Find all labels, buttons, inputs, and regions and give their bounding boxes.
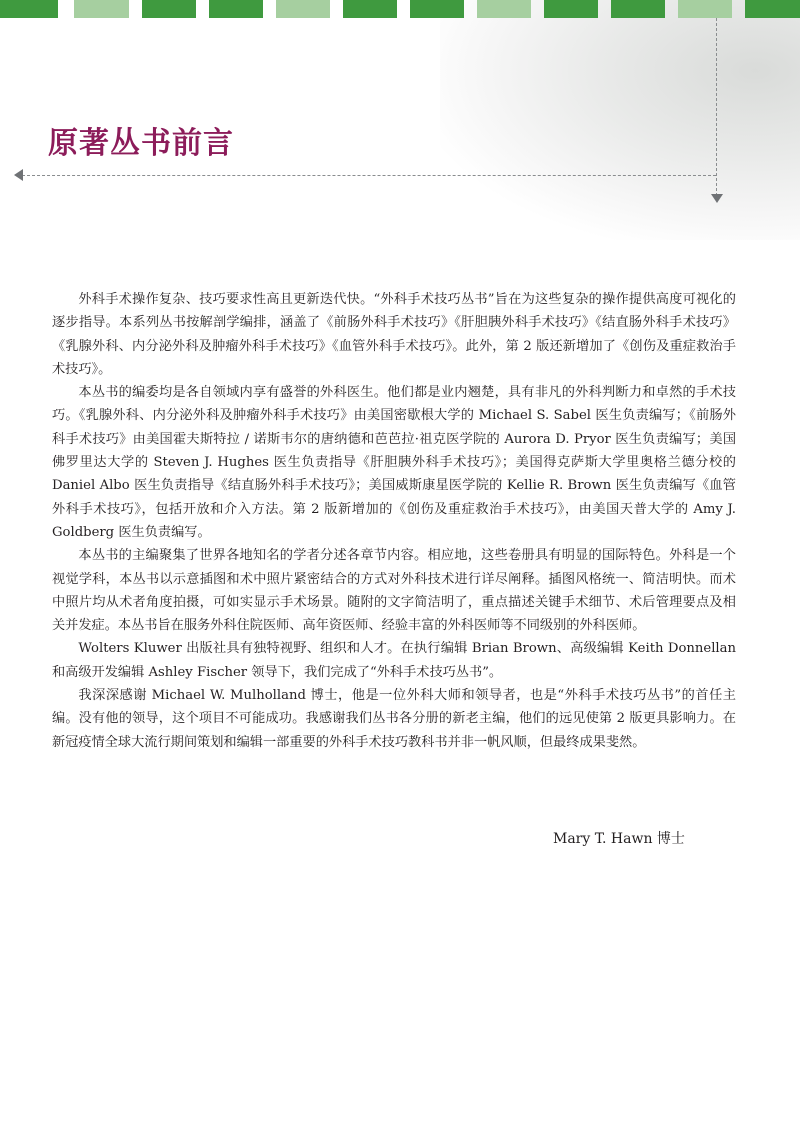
band-square-dark [410, 0, 464, 18]
band-square-dark [209, 0, 263, 18]
author-signature: Mary T. Hawn 博士 [553, 831, 685, 847]
band-square-dark [0, 0, 58, 18]
band-square-dark [745, 0, 800, 18]
band-square-light [276, 0, 330, 18]
paragraph: 外科手术操作复杂、技巧要求性高且更新迭代快。“外科手术技巧丛书”旨在为这些复杂的操作提供高度可视化的逐步指导。本系列丛书按解剖学编排，涵盖了《前肠外科手术技巧》《肝胆胰外科手术技巧》《结直肠外科手术技巧》《乳腺外科、内分泌外科及肿瘤外科手术技巧》《血管外科手术技巧》。此外，第 2 版还新增加了《创伤及重症救治手术技巧》。 [52, 292, 736, 377]
dashed-horizontal-guide [22, 175, 716, 176]
dashed-vertical-guide [716, 18, 717, 196]
paragraph: 我深深感谢 Michael W. Mulholland 博士，他是一位外科大师和领导者，也是“外科手术技巧丛书”的首任主编。没有他的领导，这个项目不可能成功。我感谢我们丛书各分册的新老主编，他们的远见使第 2 版更具影响力。在新冠疫情全球大流行期间策划和编辑一部重要的外科手术技巧教科书并非一帆风顺，但最终成果斐然。 [52, 688, 736, 750]
band-square-dark [343, 0, 397, 18]
band-square-light [477, 0, 531, 18]
band-square-dark [544, 0, 598, 18]
paragraph: 本丛书的编委均是各自领域内享有盛誉的外科医生。他们都是业内翘楚，具有非凡的外科判断力和卓然的手术技巧。《乳腺外科、内分泌外科及肿瘤外科手术技巧》由美国密歇根大学的 Michael S. Sabel 医生负责编写；《前肠外科手术技巧》由美国霍夫斯特拉 / 诺斯韦尔的唐纳德和芭芭拉·祖克医学院的 Aurora D. Pryor 医生负责编写；美国佛罗里达大学的 Steven J. Hughes 医生负责指导《肝胆胰外科手术技巧》；美国得克萨斯大学里奥格兰德分校的 Daniel Albo 医生负责指导《结直肠外科手术技巧》；美国威斯康星医学院的 Kellie R. Brown 医生负责编写《血管外科手术技巧》，包括开放和介入方法。第 2 版新增加的《创伤及重症救治手术技巧》，由美国天普大学的 Amy J. Goldberg 医生负责编写。 [52, 385, 736, 540]
band-square-dark [142, 0, 196, 18]
corner-background-shading [440, 0, 800, 240]
paragraph: Wolters Kluwer 出版社具有独特视野、组织和人才。在执行编辑 Brian Brown、高级编辑 Keith Donnellan 和高级开发编辑 Ashley Fischer 领导下，我们完成了“外科手术技巧丛书”。 [52, 641, 736, 680]
left-arrow-icon [14, 169, 23, 181]
header-color-band [0, 0, 800, 18]
preface-body [52, 288, 736, 754]
band-square-light [74, 0, 129, 18]
page-title: 原著丛书前言 [48, 126, 234, 161]
band-square-light [678, 0, 732, 18]
down-arrow-icon [711, 194, 723, 203]
band-square-dark [611, 0, 665, 18]
paragraph: 本丛书的主编聚集了世界各地知名的学者分述各章节内容。相应地，这些卷册具有明显的国际特色。外科是一个视觉学科，本丛书以示意插图和术中照片紧密结合的方式对外科技术进行详尽阐释。插图风格统一、简洁明快。而术中照片均从术者角度拍摄，可如实显示手术场景。随附的文字简洁明了，重点描述关键手术细节、术后管理要点及相关并发症。本丛书旨在服务外科住院医师、高年资医师、经验丰富的外科医师等不同级别的外科医师。 [52, 548, 736, 634]
